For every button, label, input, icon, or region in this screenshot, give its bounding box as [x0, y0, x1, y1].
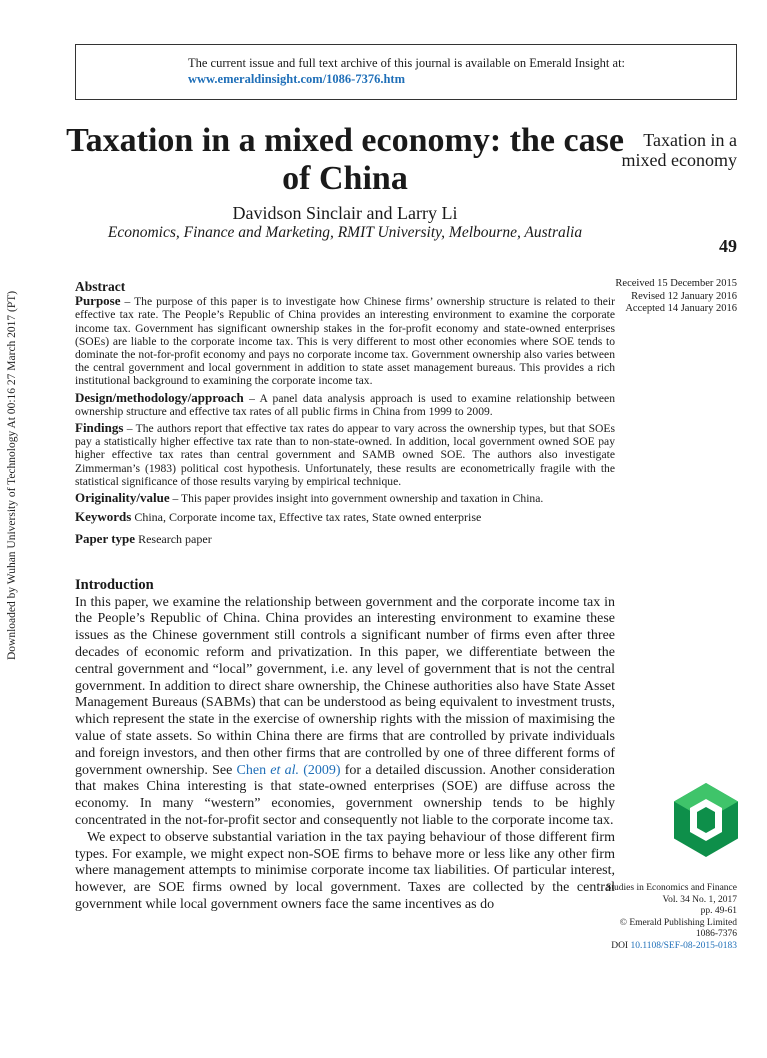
paper-type — [75, 532, 615, 546]
intro-p1-start: In this paper, we examine the relationship between government and the corporate income tax in the People’s Republic of China. China provides an interesting environment to examine these issues as the Chinese government still controls a significant number of firms even after three decades of economic reform and privatization. In this paper, we differentiate between the central government and “local” government, i.e. any level of government that is not the central government. In addition to direct share ownership, the Chinese authorities also have State Asset Management Bureaus (SABMs) that can be understood as being equivalent to investment trusts, which represent the state in the exercise of ownership rights with the mission of maximising the value of state assets. So within China there are firms that are controlled by private individuals and foreign investors, and then other firms that are controlled by one of three different forms of government ownership. See — [75, 594, 615, 778]
design-label: Design/methodology/approach — [75, 389, 244, 405]
logo-core — [697, 807, 715, 833]
doi-link[interactable]: 10.1108/SEF-08-2015-0183 — [630, 940, 737, 951]
intro-paragraph-1 — [75, 595, 615, 830]
cite-name: Chen — [236, 762, 271, 778]
journal-volume: Vol. 34 No. 1, 2017 — [662, 894, 737, 905]
page-number: 49 — [719, 236, 737, 256]
keywords-text: China, Corporate income tax, Effective tax rates, State owned enterprise — [131, 510, 482, 525]
notice-text: The current issue and full text archive of this journal is available on Emerald Insight at: — [188, 56, 626, 70]
originality-label: Originality/value — [75, 490, 170, 506]
papertype-label: Paper type — [75, 531, 136, 547]
abstract-findings — [75, 421, 615, 488]
journal-doi — [606, 941, 737, 953]
logo-gap — [715, 808, 722, 832]
journal-name: Studies in Economics and Finance — [606, 883, 737, 893]
download-watermark: Downloaded by Wuhan University of Technology At 00:16 27 March 2017 (PT) — [6, 290, 18, 660]
emerald-logo-icon — [674, 783, 738, 857]
findings-label: Findings — [75, 420, 124, 436]
doi-label: DOI — [611, 940, 631, 951]
submission-dates — [615, 278, 737, 316]
authors: Davidson Sinclair and Larry Li — [232, 203, 458, 223]
abstract-design — [75, 391, 615, 418]
intro-paragraph-2: We expect to observe substantial variation in the tax paying behaviour of those different firm types. For example, we might expect non-SOE firms to behave more or less like any other firm where management attempts to minimise corporate income tax liabilities. Of particular interest, however, are SOE firms owned by local government. Taxes are collected by the central government while local government owners face the same incentives as do — [75, 829, 615, 912]
citation-link[interactable] — [237, 763, 341, 778]
introduction-body — [75, 595, 615, 914]
main-column — [75, 280, 615, 914]
journal-pages: pp. 49-61 — [700, 906, 737, 916]
findings-text: – The authors report that effective tax rates do appear to vary across the ownership types, but that SOEs pay a statistically higher effective tax rate than to non-state-owned. In addition, local government owned SOE pay higher effective tax rates than central government and SAMB owned SOE. The authors also investigate Zimmerman’s (1983) political cost hypothesis. Unfortunately, these results are econometrically fragile with the statistical significance of those results varying by empirical technique. — [75, 422, 615, 488]
purpose-label: Purpose — [75, 293, 121, 309]
journal-publisher: © Emerald Publishing Limited — [619, 917, 737, 928]
received-date: Received 15 December 2015 — [615, 278, 737, 289]
running-head: Taxation in a mixed economy — [621, 130, 737, 170]
journal-notice-box — [75, 44, 737, 100]
design-text: – A panel data analysis approach is used to examine relationship between ownership structure and effective tax rates of all public firms in China from 1999 to 2009. — [75, 391, 615, 418]
emerald-logo-graphic — [674, 783, 738, 857]
papertype-text: Research paper — [135, 532, 212, 547]
journal-link[interactable]: www.emeraldinsight.com/1086-7376.htm — [188, 72, 405, 86]
abstract-purpose — [75, 294, 615, 387]
journal-issn: 1086-7376 — [695, 929, 737, 939]
intro-p1-end: for a detailed discussion. Another consideration that makes China interesting is that state-owned enterprises (SOE) are diffuse across the economy. In many “western” economies, government ownership tends to be highly concentrated in the not-for-profit sector and consequently not liable to the corporate income tax. — [75, 762, 615, 829]
abstract-originality — [75, 491, 615, 505]
revised-date: Revised 12 January 2016 — [631, 290, 737, 302]
abstract-heading: Abstract — [75, 279, 126, 294]
cite-year: (2009) — [299, 762, 341, 778]
introduction-heading: Introduction — [75, 576, 154, 593]
abstract — [75, 280, 615, 547]
journal-info — [606, 883, 737, 952]
cite-etal: et al. — [270, 762, 299, 778]
purpose-text: – The purpose of this paper is to investigate how Chinese firms’ ownership structure is related to their effective tax rate. The People’s Republic of China provides an interesting environment to examine the corporate income tax. Government has significant ownership stakes in the for-profit economy and state-owned enterprises (SOEs) are liable to the corporate income tax. This is very different to most other economies where SOE tends to dominate the not-for-profit economy and pays no corporate income tax. Government ownership also varies between the central government and local government in addition to state asset management bureaus. This provides a rich institutional background to examining the corporate income tax. — [75, 295, 615, 388]
paper-title: Taxation in a mixed economy: the case of China — [66, 122, 624, 197]
keywords-label: Keywords — [75, 509, 132, 525]
accepted-date: Accepted 14 January 2016 — [625, 303, 737, 314]
affiliation: Economics, Finance and Marketing, RMIT University, Melbourne, Australia — [107, 224, 583, 241]
originality-text: – This paper provides insight into government ownership and taxation in China. — [169, 492, 544, 506]
keywords — [75, 510, 615, 524]
